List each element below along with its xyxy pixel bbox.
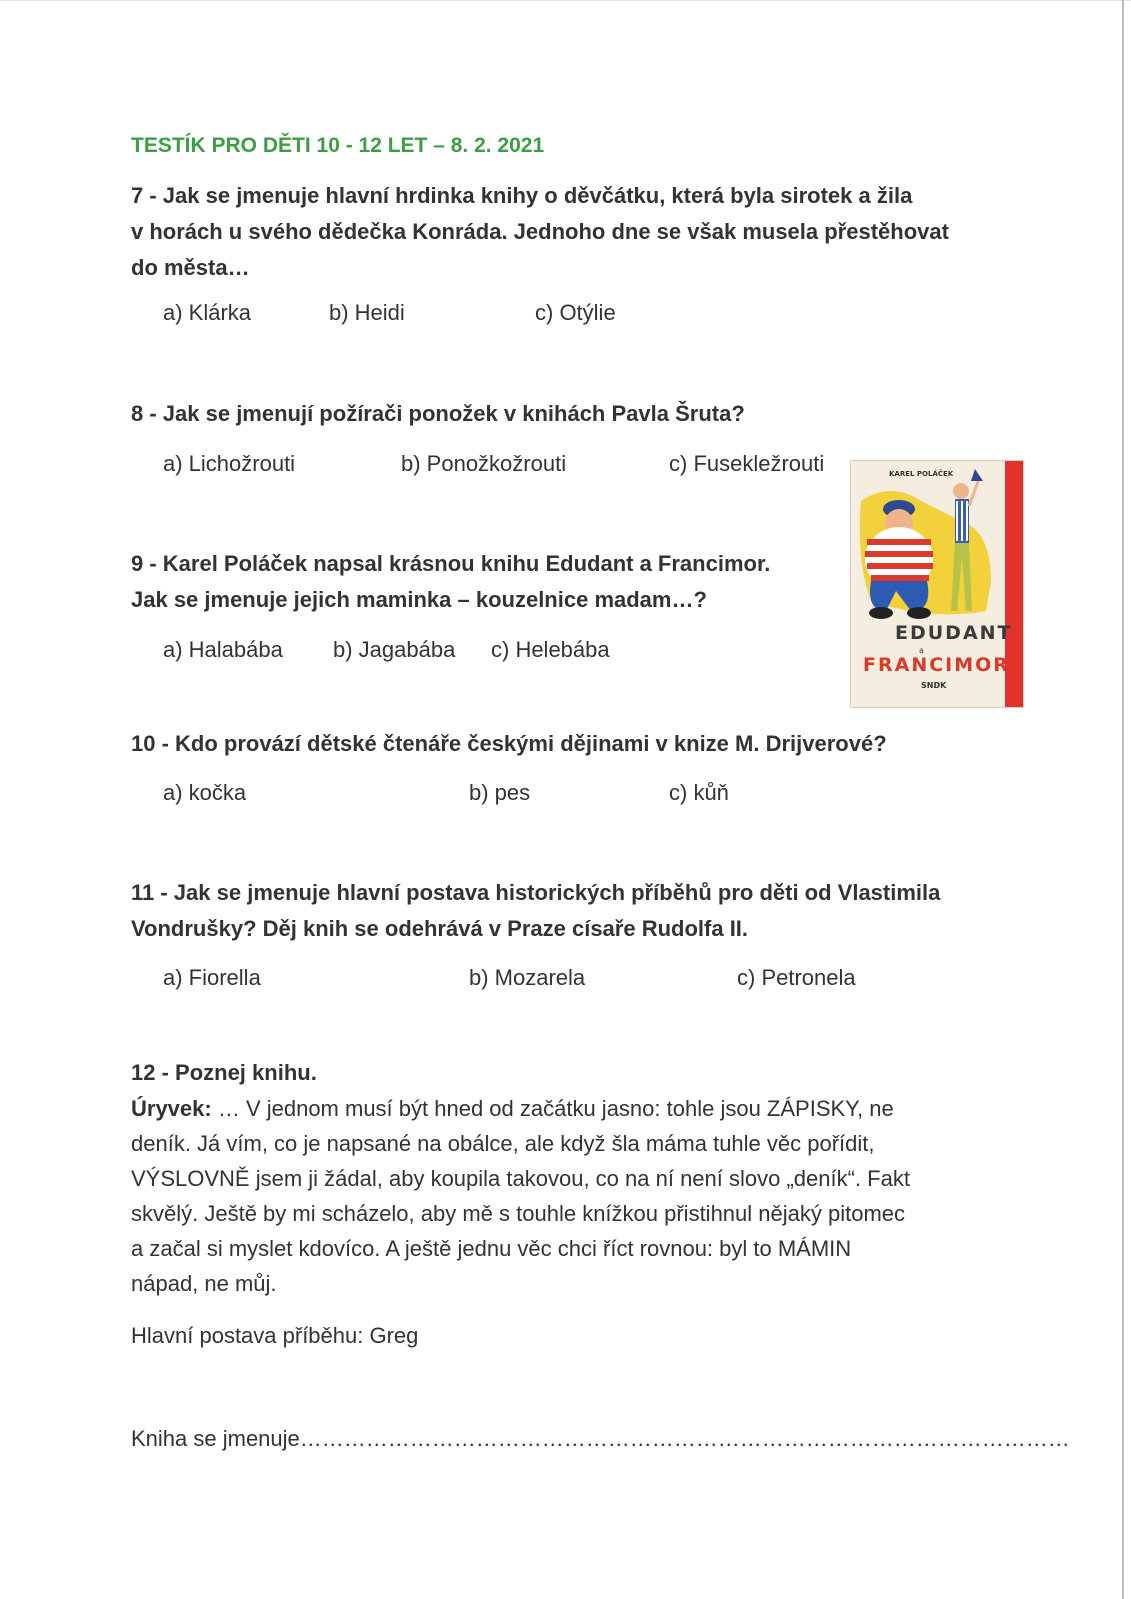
option-c: c) Otýlie [535,300,616,325]
option-a: a) kočka [163,780,247,805]
option-b: b) pes [469,780,531,805]
question-line: do města… [131,255,250,280]
excerpt-line: skvělý. Ještě by mi scházelo, aby mě s touhle knížkou přistihnul nějaký pitomec [131,1201,906,1226]
question-10 [131,726,887,762]
option-b: b) Ponožkožrouti [401,451,567,476]
question-9 [131,546,770,618]
page-title: TESTÍK PRO DĚTI 10 - 12 LET – 8. 2. 2021 [131,134,545,157]
option-a: a) Halabába [163,637,283,662]
option-a: a) Lichožrouti [163,451,296,476]
cover-title-1: EDUDANT [895,622,1013,644]
excerpt-line: nápad, ne můj. [131,1271,277,1296]
question-8 [131,396,745,432]
excerpt-line: VÝSLOVNĚ jsem ji žádal, aby koupila takovou, co na ní není slovo „deník“. Fakt [131,1166,910,1191]
question-line: v horách u svého dědečka Konráda. Jednoho dne se však musela přestěhovat [131,219,949,244]
excerpt-label: Úryvek: [131,1096,212,1121]
excerpt [131,1091,910,1301]
question-line: 7 - Jak se jmenuje hlavní hrdinka knihy o děvčátku, která byla sirotek a žila [131,183,913,208]
excerpt-line: a začal si myslet kdovíco. A ještě jednu věc chci říct rovnou: byl to MÁMIN [131,1236,852,1261]
scan-right-edge [1122,0,1124,1599]
book-cover-illustration [851,461,1023,707]
question-12-heading: 12 - Poznej knihu. [131,1060,317,1085]
question-line: Vondrušky? Děj knih se odehrává v Praze císaře Rudolfa II. [131,916,749,941]
scan-top-edge [0,0,1131,1]
question-line: 9 - Karel Poláček napsal krásnou knihu Edudant a Francimor. [131,551,771,576]
option-b: b) Jagabába [333,637,456,662]
main-character-hint: Hlavní postava příběhu: Greg [131,1323,419,1348]
cover-title-2: FRANCIMOR [863,654,1010,676]
option-c: c) kůň [669,780,729,805]
option-a: a) Klárka [163,300,252,325]
option-c: c) Petronela [737,965,856,990]
option-a: a) Fiorella [163,965,261,990]
excerpt-line [131,1091,910,1126]
cover-publisher: SNDK [921,681,947,690]
excerpt-text: … V jednom musí být hned od začátku jasno: tohle jsou ZÁPISKY, ne [211,1096,894,1121]
cover-author: KAREL POLÁČEK [889,470,954,478]
option-c: c) Fusekležrouti [669,451,825,476]
question-7 [131,178,949,286]
excerpt-line: deník. Já vím, co je napsané na obálce, ale když šla máma tuhle věc pořídit, [131,1131,875,1156]
cover-conjunction: a [919,646,924,655]
answer-line: Kniha se jmenuje…………………………………………………………………………………………… [131,1426,1070,1451]
question-line: 8 - Jak se jmenují požírači ponožek v knihách Pavla Šruta? [131,401,745,426]
book-cover-image [850,460,1024,708]
option-b: b) Heidi [329,300,405,325]
question-line: 11 - Jak se jmenuje hlavní postava historických příběhů pro děti od Vlastimila [131,880,941,905]
question-line: Jak se jmenuje jejich maminka – kouzelnice madam…? [131,587,707,612]
option-b: b) Mozarela [469,965,586,990]
question-line: 10 - Kdo provází dětské čtenáře českými dějinami v knize M. Drijverové? [131,731,887,756]
question-11 [131,875,940,947]
option-c: c) Helebába [491,637,610,662]
